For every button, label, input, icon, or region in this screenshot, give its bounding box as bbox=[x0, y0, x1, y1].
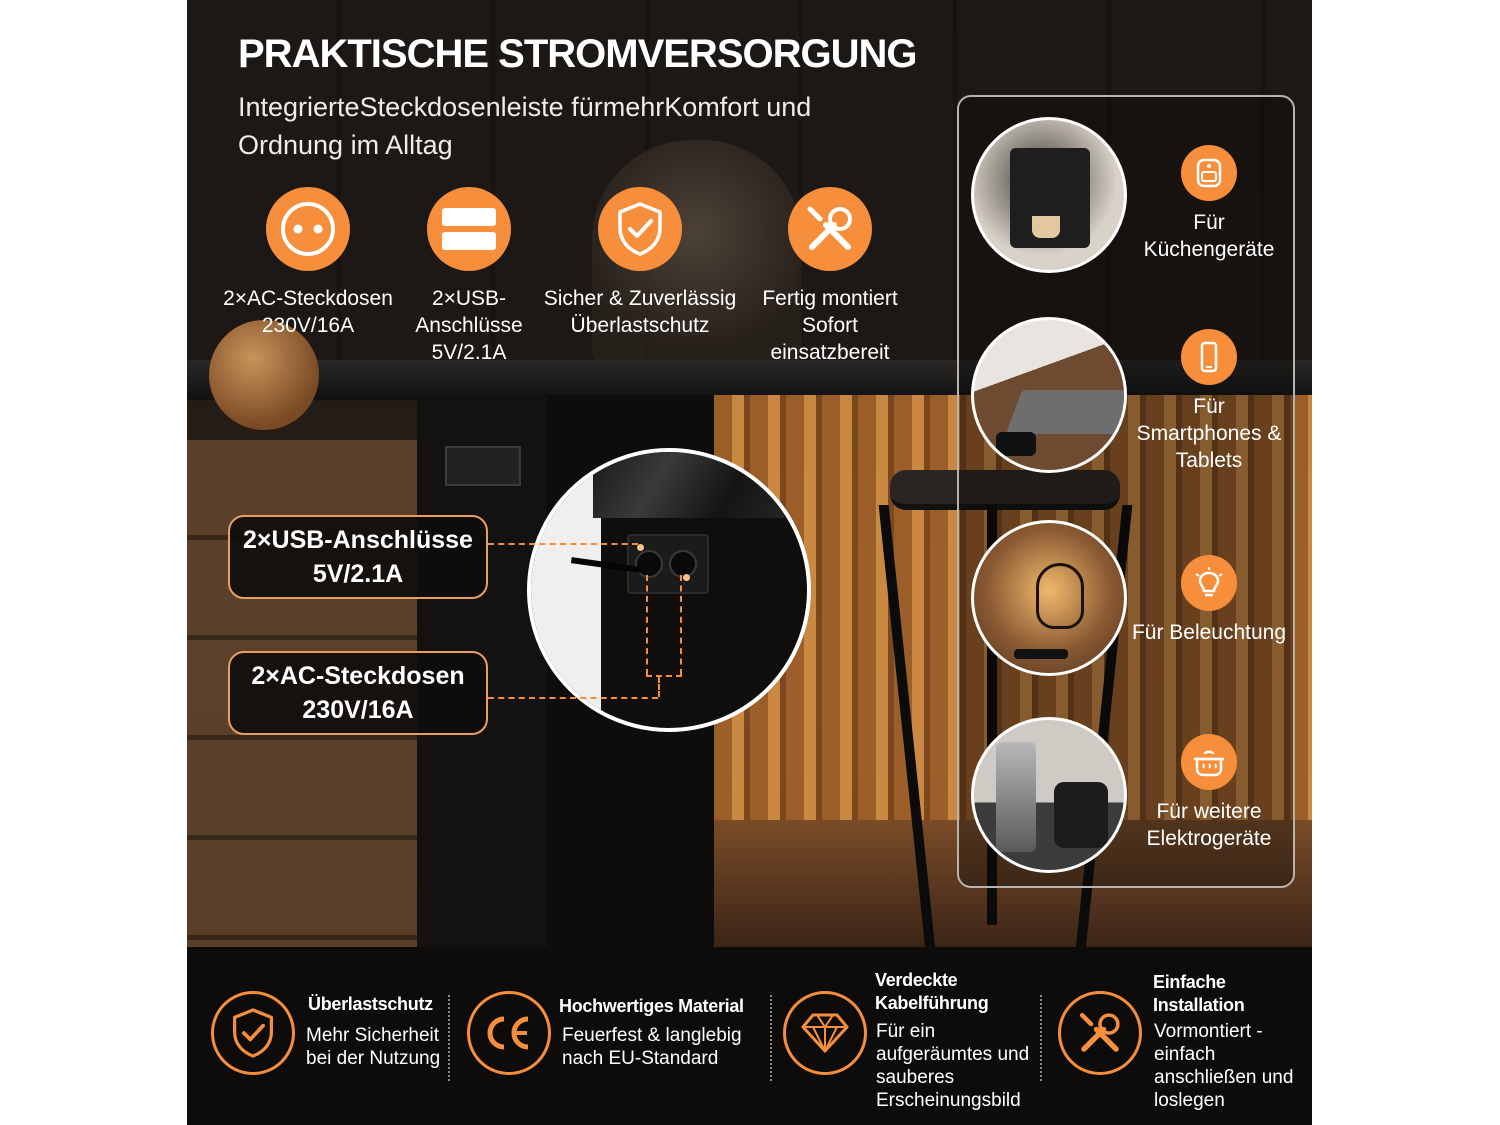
benefit-body bbox=[1154, 1020, 1293, 1112]
benefit-divider bbox=[770, 995, 772, 1081]
leader-line-ac bbox=[646, 575, 648, 675]
tools-icon bbox=[788, 187, 872, 271]
leader-line-ac bbox=[658, 677, 660, 697]
tools-icon bbox=[1058, 991, 1142, 1075]
feature-pre-assembled bbox=[730, 187, 930, 366]
page-title: PRAKTISCHE STROMVERSORGUNG bbox=[238, 32, 917, 76]
callout-line: 2×AC-Steckdosen bbox=[251, 662, 465, 690]
benefit-body-line: Erscheinungsbild bbox=[876, 1090, 1021, 1111]
use-cases-panel bbox=[957, 95, 1295, 888]
use-label-line: Küchengeräte bbox=[1143, 238, 1275, 261]
product-infographic bbox=[187, 0, 1312, 1125]
benefit-body-line: anschließen und bbox=[1154, 1067, 1294, 1088]
feature-usb-ports bbox=[369, 187, 569, 366]
use-smartphones-tablets bbox=[1119, 329, 1299, 474]
benefit-body bbox=[876, 1020, 1029, 1112]
feature-text-line: Fertig montiert bbox=[762, 287, 898, 310]
usb-port-icon bbox=[427, 187, 511, 271]
benefit-title-line: Hochwertiges Material bbox=[559, 996, 744, 1016]
benefit-divider bbox=[448, 995, 450, 1081]
feature-text-line: 230V/16A bbox=[261, 314, 355, 337]
background-socket-strip bbox=[445, 446, 521, 486]
feature-text-line: Sofort bbox=[801, 314, 859, 337]
benefit-title bbox=[875, 969, 988, 1015]
benefit-title bbox=[308, 993, 433, 1016]
use-thumb-coffee-machine bbox=[971, 117, 1127, 273]
bottom-benefits-bar bbox=[187, 947, 1312, 1125]
feature-text-line: 5V/2.1A bbox=[431, 341, 507, 364]
benefit-body-line: aufgeräumtes und bbox=[876, 1044, 1030, 1065]
use-thumb-table-lamp bbox=[971, 520, 1127, 676]
benefit-divider bbox=[1040, 995, 1042, 1081]
benefit-body-line: Vormontiert - bbox=[1154, 1021, 1263, 1042]
benefit-body-line: Feuerfest & langlebig bbox=[562, 1025, 742, 1046]
socket-icon bbox=[266, 187, 350, 271]
benefit-body-line: Für ein bbox=[876, 1021, 936, 1042]
benefit-title-line: Verdeckte bbox=[875, 970, 958, 990]
feature-text-line: 2×USB- bbox=[431, 287, 507, 310]
use-label-line: Für Beleuchtung bbox=[1131, 621, 1287, 644]
smartphone-icon bbox=[1181, 329, 1237, 385]
benefit-body-line: loslegen bbox=[1154, 1090, 1225, 1111]
zoom-wall bbox=[531, 452, 601, 732]
use-label-line: Elektrogeräte bbox=[1146, 827, 1272, 850]
benefit-title bbox=[559, 995, 744, 1018]
callout-line: 5V/2.1A bbox=[312, 560, 404, 588]
use-label-line: Für bbox=[1193, 211, 1225, 234]
use-label-line: Für weitere bbox=[1156, 800, 1262, 823]
shield-check-icon bbox=[598, 187, 682, 271]
use-label-line: Smartphones & bbox=[1136, 422, 1282, 445]
callout-usb-ports bbox=[228, 515, 488, 599]
socket-hole bbox=[669, 550, 697, 578]
benefit-body bbox=[562, 1024, 742, 1070]
use-kitchen-appliances bbox=[1119, 145, 1299, 263]
use-other-appliances bbox=[1119, 734, 1299, 852]
usb-port-dot bbox=[683, 574, 690, 581]
shield-check-icon bbox=[211, 991, 295, 1075]
benefit-body bbox=[306, 1024, 440, 1070]
leader-line-usb bbox=[488, 543, 638, 545]
benefit-body-line: sauberes bbox=[876, 1067, 955, 1088]
socket-hole bbox=[635, 550, 663, 578]
feature-overload-protection bbox=[540, 187, 740, 339]
feature-text-line: 2×AC-Steckdosen bbox=[223, 287, 393, 310]
benefit-title-line: Einfache bbox=[1153, 972, 1226, 992]
callout-ac-sockets bbox=[228, 651, 488, 735]
air-fryer-icon bbox=[1181, 145, 1237, 201]
leader-line-ac bbox=[488, 697, 658, 699]
leader-line-ac bbox=[680, 575, 682, 675]
diamond-icon bbox=[783, 991, 867, 1075]
leader-line-ac bbox=[646, 675, 682, 677]
benefit-body-line: Mehr Sicherheit bbox=[306, 1025, 440, 1046]
usb-port-dot bbox=[637, 544, 644, 551]
use-label-line: Für bbox=[1193, 395, 1225, 418]
benefit-body-line: bei der Nutzung bbox=[306, 1048, 441, 1069]
callout-line: 230V/16A bbox=[302, 696, 414, 724]
cooking-pot-icon bbox=[1181, 734, 1237, 790]
feature-text-line: Anschlüsse bbox=[415, 314, 523, 337]
feature-text-line: Überlastschutz bbox=[570, 314, 710, 337]
use-thumb-blender-airfryer bbox=[971, 717, 1127, 873]
page-subtitle: IntegrierteSteckdosenleiste fürmehrKomfort und Ordnung im Alltag bbox=[238, 92, 812, 160]
benefit-body-line: einfach bbox=[1154, 1044, 1216, 1065]
ce-mark-icon bbox=[467, 991, 551, 1075]
use-label-line: Tablets bbox=[1175, 449, 1243, 472]
benefit-title-line: Überlastschutz bbox=[308, 994, 433, 1014]
socket-panel bbox=[627, 534, 709, 594]
socket-detail-zoom bbox=[527, 448, 811, 732]
feature-text-line: Sicher & Zuverlässig bbox=[543, 287, 737, 310]
lightbulb-icon bbox=[1181, 555, 1237, 611]
benefit-title-line: Installation bbox=[1153, 995, 1245, 1015]
use-thumb-laptop-phone bbox=[971, 317, 1127, 473]
benefit-title-line: Kabelführung bbox=[875, 993, 989, 1013]
callout-line: 2×USB-Anschlüsse bbox=[243, 526, 473, 554]
benefit-body-line: nach EU-Standard bbox=[562, 1048, 719, 1069]
zoom-countertop bbox=[593, 452, 811, 518]
benefit-title bbox=[1153, 971, 1244, 1017]
feature-text-line: einsatzbereit bbox=[770, 341, 890, 364]
use-lighting bbox=[1119, 555, 1299, 646]
